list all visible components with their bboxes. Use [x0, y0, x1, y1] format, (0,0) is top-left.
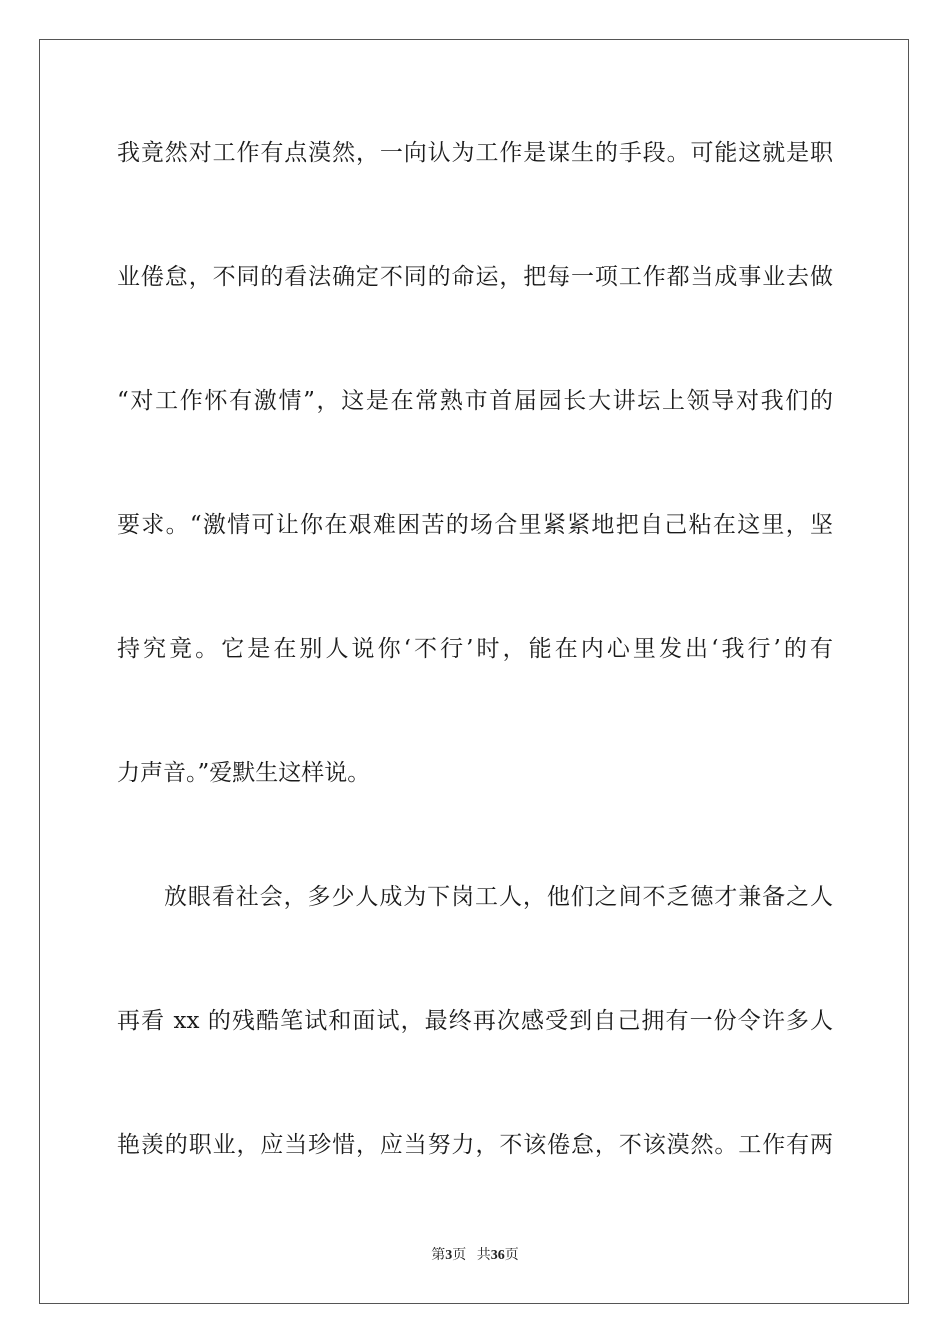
footer-total-pages: 36: [490, 1248, 505, 1263]
body-line-1: 我竟然对工作有点漠然，一向认为工作是谋生的手段。可能这就是职: [117, 140, 833, 166]
footer-page-suffix: 页: [452, 1248, 467, 1263]
page-footer: [0, 1247, 950, 1265]
body-line-2: 业倦怠，不同的看法确定不同的命运，把每一项工作都当成事业去做: [117, 264, 833, 290]
body-line-3: “对工作怀有激情”，这是在常熟市首届园长大讲坛上领导对我们的: [117, 388, 833, 414]
body-line-4: 要求。“激情可让你在艰难困苦的场合里紧紧地把自己粘在这里，坚: [117, 512, 833, 538]
footer-page-number: 3: [445, 1248, 453, 1263]
body-line-5: 持究竟。它是在别人说你‘不行’时，能在内心里发出‘我行’的有: [117, 636, 833, 662]
footer-total-prefix: 共: [476, 1248, 491, 1263]
body-line-7: 放眼看社会，多少人成为下岗工人，他们之间不乏德才兼备之人: [164, 884, 833, 910]
footer-page-prefix: 第: [431, 1248, 446, 1263]
body-line-6: 力声音。”爱默生这样说。: [117, 760, 371, 786]
footer-total-suffix: 页: [504, 1248, 519, 1263]
body-line-8: 再看 xx 的残酷笔试和面试，最终再次感受到自己拥有一份令许多人: [117, 1008, 833, 1034]
body-line-9: 艳羡的职业，应当珍惜，应当努力，不该倦怠，不该漠然。工作有两: [117, 1132, 833, 1158]
page-border: [39, 39, 909, 1304]
